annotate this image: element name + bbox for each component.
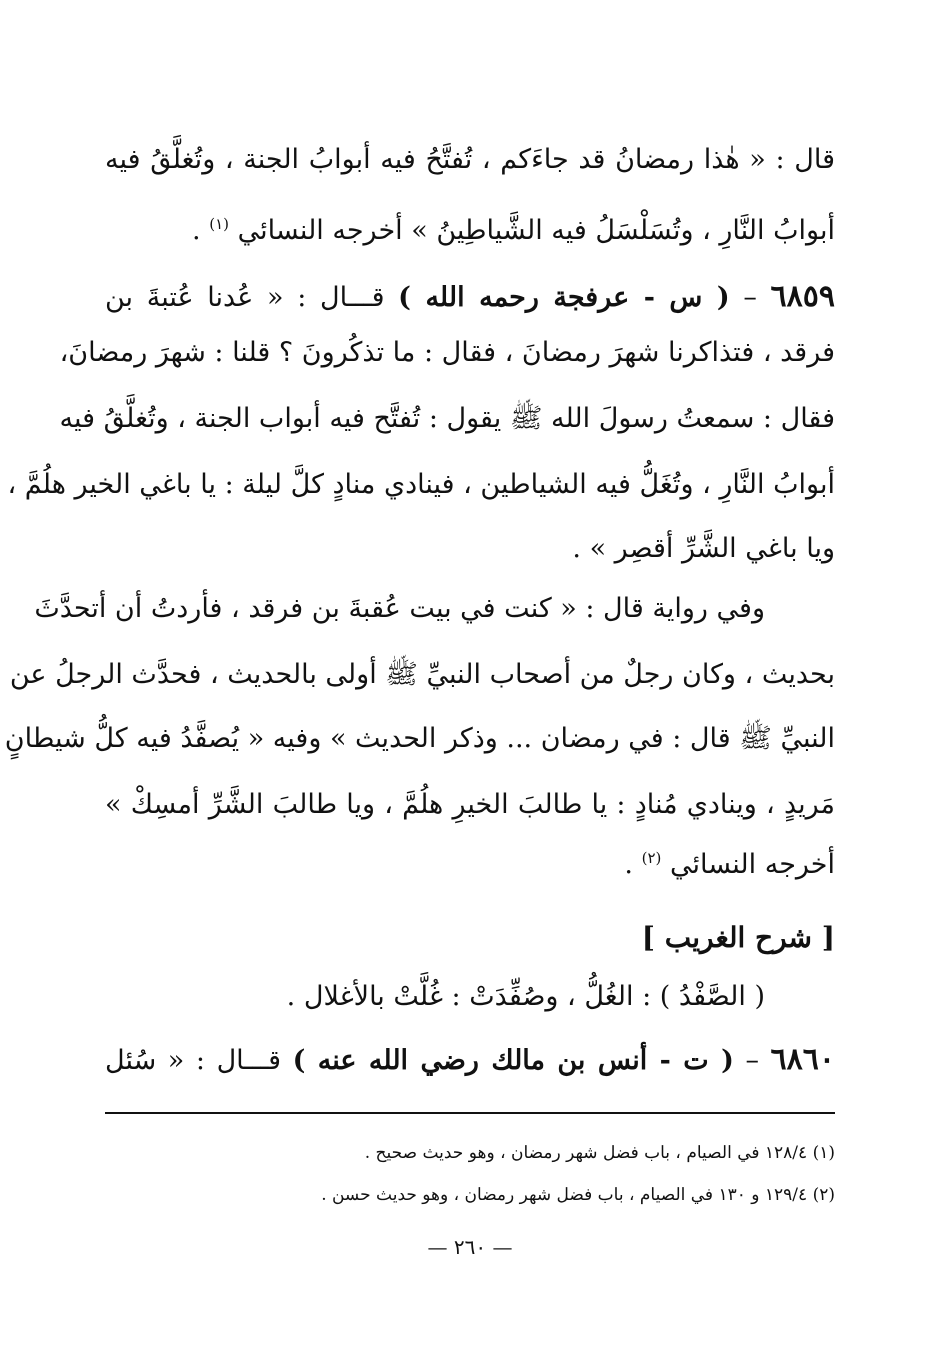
footnote-2: (٢) ١٢٩/٤ و ١٣٠ في الصيام ، باب فضل شهر رمضان ، وهو حديث حسن .: [321, 1185, 835, 1205]
hadith-number: ٦٨٦٠: [770, 1042, 835, 1077]
footnote-1: (١) ١٢٨/٤ في الصيام ، باب فضل شهر رمضان ، وهو حديث صحيح .: [364, 1143, 835, 1163]
dash: –: [743, 282, 757, 313]
hadith-heading-6859: [105, 277, 835, 318]
hadith-reference: ( ت - أنس بن مالك رضي الله عنه ): [292, 1045, 734, 1076]
text-line: ويا باغي الشَّرِّ أقصِر » .: [572, 533, 835, 564]
hadith-number: ٦٨٥٩: [770, 279, 835, 314]
text-line: [105, 211, 835, 251]
text-line: [105, 845, 835, 885]
gloss-line: ( الصَّفْدُ ) : الغُلُّ ، وصُفِّدَتْ : غُلَّتْ بالأغلال .: [286, 981, 765, 1012]
hadith-text-start: قـــال : « عُدنا عُتبةَ بن: [105, 282, 385, 313]
text-line: قال : « هٰذا رمضانُ قد جاءَكم ، تُفتَّحُ فيه أبوابُ الجنة ، وتُغلَّقُ فيه: [105, 144, 835, 175]
text-line-content: أخرجه النسائي: [669, 849, 835, 880]
text-line: فرقد ، فتذاكرنا شهرَ رمضانَ ، فقال : ما تذكُرونَ ؟ قلنا : شهرَ رمضانَ،: [59, 337, 835, 368]
section-heading-gharib: [ شرح الغريب ]: [641, 921, 835, 954]
page-number: — ٢٦٠ —: [427, 1235, 513, 1259]
text-line: وفي رواية قال : « كنت في بيت عُقبةَ بن فرقد ، فأردتُ أن أتحدَّثَ: [34, 593, 765, 624]
footnote-marker: (١): [209, 215, 229, 233]
hadith-reference: ( س - عرفجة رحمه الله ): [398, 282, 730, 313]
hadith-heading-6860: [105, 1040, 835, 1081]
text-line: أبوابُ النَّارِ ، وتُغَلُّ فيه الشياطين ، فينادي منادٍ كلَّ ليلة : يا باغي الخير هلُمَّ ،: [7, 469, 835, 500]
footnote-separator: [105, 1112, 835, 1114]
dash: –: [745, 1045, 759, 1076]
text-line: النبيِّ ﷺ قال : في رمضان ... وذكر الحديث » وفيه « يُصفَّدُ فيه كلُّ شيطانٍ: [4, 723, 835, 754]
text-line: فقال : سمعتُ رسولَ الله ﷺ يقول : تُفتَّح فيه أبواب الجنة ، وتُغلَّقُ فيه: [59, 403, 835, 434]
hadith-text-start: قـــال : « سُئل: [105, 1045, 282, 1076]
text-line: مَريدٍ ، وينادي مُنادٍ : يا طالبَ الخيرِ هلُمَّ ، ويا طالبَ الشَّرِّ أمسِكْ »: [105, 789, 835, 820]
line-end-period: .: [624, 849, 633, 880]
footnote-marker: (٢): [641, 849, 662, 867]
line-end-period: .: [192, 215, 201, 246]
text-line-content: أبوابُ النَّارِ ، وتُسَلْسَلُ فيه الشَّياطِينُ » أخرجه النسائي: [237, 215, 835, 246]
text-line: بحديث ، وكان رجلٌ من أصحاب النبيِّ ﷺ أولى بالحديث ، فحدَّث الرجلُ عن: [9, 659, 835, 690]
